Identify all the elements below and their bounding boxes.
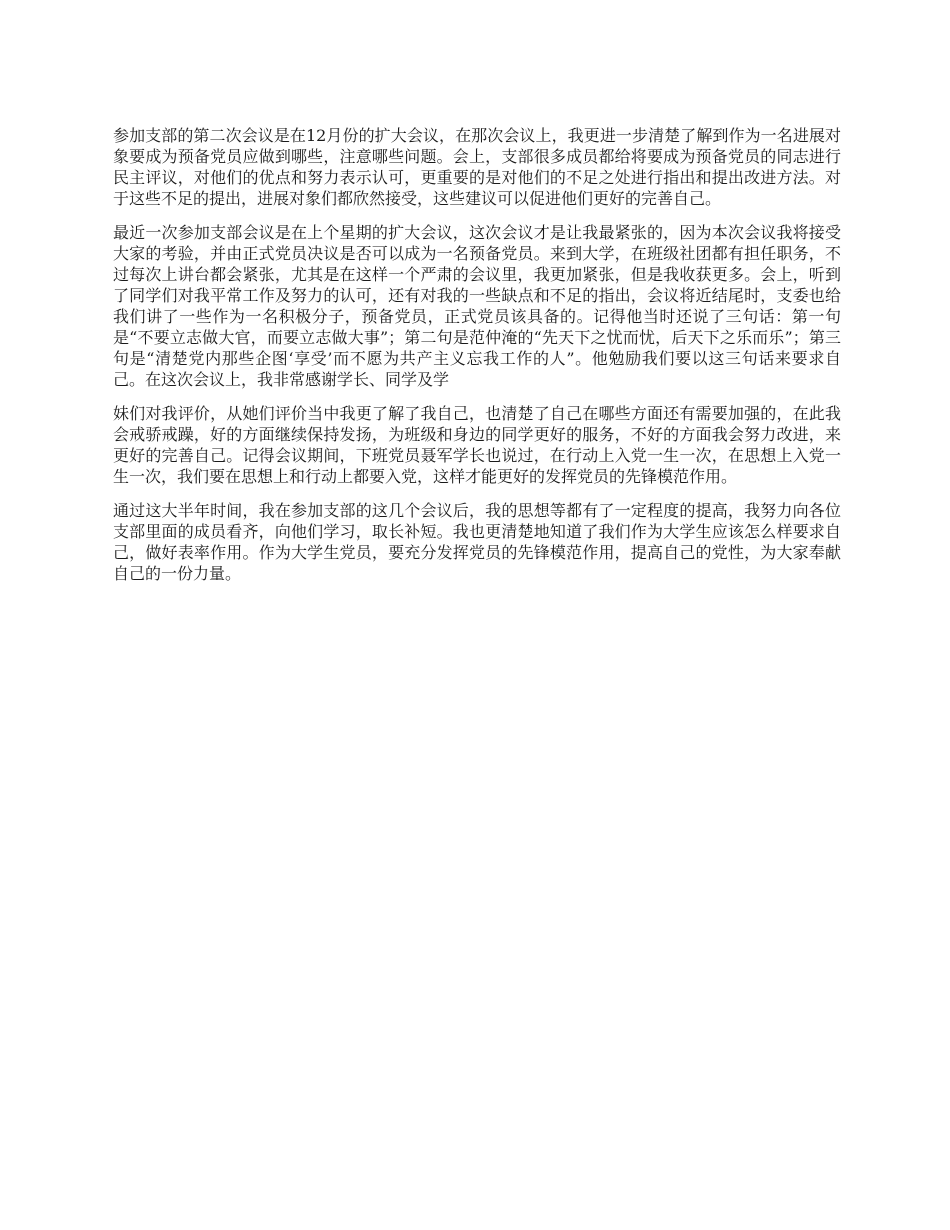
paragraph-1: 参加支部的第二次会议是在12月份的扩大会议，在那次会议上，我更进一步清楚了解到作为一名进展对象要成为预备党员应做到哪些，注意哪些问题。会上，支部很多成员都给将要成为预备党员的同志进行民主评议，对他们的优点和努力表示认可，更重要的是对他们的不足之处进行指出和提出改进方法。对于这些不足的提出，进展对象们都欣然接受，这些建议可以促进他们更好的完善自己。: [113, 126, 841, 208]
document-body: [113, 125, 841, 597]
paragraph-2: 最近一次参加支部会议是在上个星期的扩大会议，这次会议才是让我最紧张的，因为本次会议我将接受大家的考验，并由正式党员决议是否可以成为一名预备党员。来到大学，在班级社团都有担任职务，不过每次上讲台都会紧张，尤其是在这样一个严肃的会议里，我更加紧张，但是我收获更多。会上，听到了同学们对我平常工作及努力的认可，还有对我的一些缺点和不足的指出，会议将近结尾时，支委也给我们讲了一些作为一名积极分子，预备党员，正式党员该具备的。记得他当时还说了三句话：第一句是“不要立志做大官，而要立志做大事”；第二句是范仲淹的“先天下之忧而忧，后天下之乐而乐”；第三句是“清楚党内那些企图‘享受’而不愿为共产主义忘我工作的人”。他勉励我们要以这三句话来要求自己。在这次会议上，我非常感谢学长、同学及学: [113, 223, 841, 389]
paragraph-4: 通过这大半年时间，我在参加支部的这几个会议后，我的思想等都有了一定程度的提高，我努力向各位支部里面的成员看齐，向他们学习，取长补短。我也更清楚地知道了我们作为大学生应该怎么样要求自己，做好表率作用。作为大学生党员，要充分发挥党员的先锋模范作用，提高自己的党性，为大家奉献自己的一份力量。: [113, 501, 841, 583]
paragraph-3: 妹们对我评价，从她们评价当中我更了解了我自己，也清楚了自己在哪些方面还有需要加强的，在此我会戒骄戒躁，好的方面继续保持发扬，为班级和身边的同学更好的服务，不好的方面我会努力改进，来更好的完善自己。记得会议期间，下班党员聂军学长也说过，在行动上入党一生一次，在思想上入党一生一次，我们要在思想上和行动上都要入党，这样才能更好的发挥党员的先锋模范作用。: [113, 404, 841, 486]
